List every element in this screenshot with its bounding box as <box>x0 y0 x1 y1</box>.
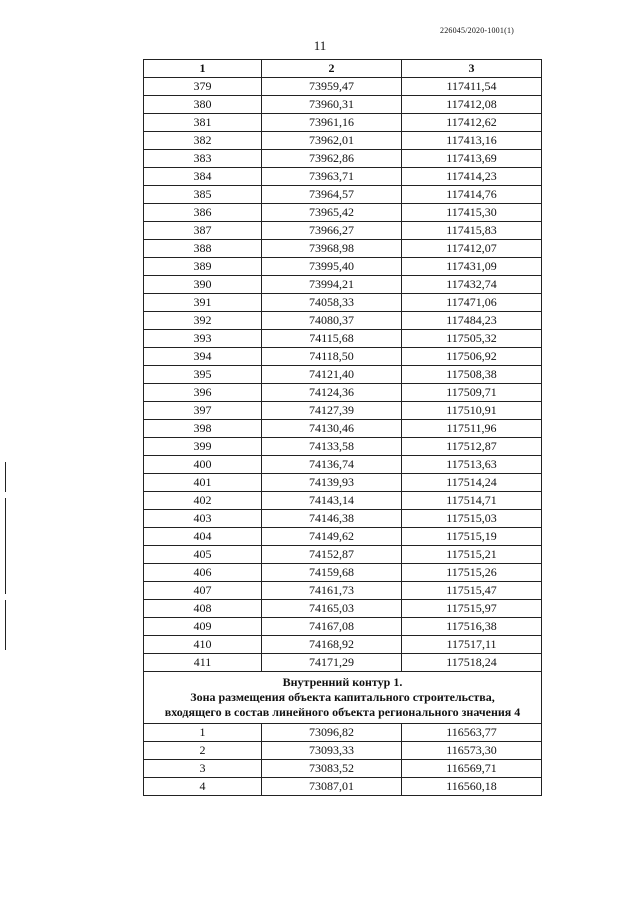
y-coordinate-cell: 117414,76 <box>402 186 542 204</box>
x-coordinate-cell: 74168,92 <box>262 636 402 654</box>
x-coordinate-cell: 74149,62 <box>262 528 402 546</box>
page-number: 11 <box>313 38 327 53</box>
x-coordinate-cell: 73960,31 <box>262 96 402 114</box>
point-number-cell: 383 <box>144 150 262 168</box>
point-number-cell: 391 <box>144 294 262 312</box>
table-row <box>144 348 542 366</box>
x-coordinate-cell: 74139,93 <box>262 474 402 492</box>
table-row <box>144 742 542 760</box>
table-row <box>144 276 542 294</box>
x-coordinate-cell: 74152,87 <box>262 546 402 564</box>
point-number-cell: 2 <box>144 742 262 760</box>
y-coordinate-cell: 117515,26 <box>402 564 542 582</box>
point-number-cell: 381 <box>144 114 262 132</box>
x-coordinate-cell: 74165,03 <box>262 600 402 618</box>
point-number-cell: 401 <box>144 474 262 492</box>
x-coordinate-cell: 73966,27 <box>262 222 402 240</box>
x-coordinate-cell: 73959,47 <box>262 78 402 96</box>
table-row <box>144 474 542 492</box>
section-header-row <box>144 672 542 724</box>
x-coordinate-cell: 73961,16 <box>262 114 402 132</box>
point-number-cell: 406 <box>144 564 262 582</box>
table-row <box>144 168 542 186</box>
point-number-cell: 409 <box>144 618 262 636</box>
y-coordinate-cell: 117515,97 <box>402 600 542 618</box>
point-number-cell: 395 <box>144 366 262 384</box>
column-header: 2 <box>262 60 402 78</box>
y-coordinate-cell: 117484,23 <box>402 312 542 330</box>
table-row <box>144 600 542 618</box>
margin-mark <box>5 498 6 594</box>
x-coordinate-cell: 74080,37 <box>262 312 402 330</box>
document-id: 226045/2020-1001(1) <box>440 26 515 35</box>
section-title <box>144 672 542 724</box>
y-coordinate-cell: 117510,91 <box>402 402 542 420</box>
point-number-cell: 392 <box>144 312 262 330</box>
x-coordinate-cell: 73962,86 <box>262 150 402 168</box>
table-header-row <box>144 60 542 78</box>
table-row <box>144 528 542 546</box>
table-row <box>144 114 542 132</box>
x-coordinate-cell: 74118,50 <box>262 348 402 366</box>
point-number-cell: 387 <box>144 222 262 240</box>
point-number-cell: 410 <box>144 636 262 654</box>
x-coordinate-cell: 74143,14 <box>262 492 402 510</box>
y-coordinate-cell: 117471,06 <box>402 294 542 312</box>
table-row <box>144 258 542 276</box>
x-coordinate-cell: 73964,57 <box>262 186 402 204</box>
point-number-cell: 411 <box>144 654 262 672</box>
point-number-cell: 389 <box>144 258 262 276</box>
x-coordinate-cell: 73962,01 <box>262 132 402 150</box>
x-coordinate-cell: 74130,46 <box>262 420 402 438</box>
table-row <box>144 492 542 510</box>
table-row <box>144 438 542 456</box>
y-coordinate-cell: 117515,21 <box>402 546 542 564</box>
table-row <box>144 402 542 420</box>
point-number-cell: 3 <box>144 760 262 778</box>
table-row <box>144 564 542 582</box>
table-row <box>144 240 542 258</box>
y-coordinate-cell: 117415,30 <box>402 204 542 222</box>
x-coordinate-cell: 74115,68 <box>262 330 402 348</box>
table-row <box>144 384 542 402</box>
x-coordinate-cell: 74058,33 <box>262 294 402 312</box>
table-row <box>144 546 542 564</box>
margin-mark <box>5 600 6 650</box>
y-coordinate-cell: 117512,87 <box>402 438 542 456</box>
x-coordinate-cell: 73083,52 <box>262 760 402 778</box>
y-coordinate-cell: 117413,16 <box>402 132 542 150</box>
table-row <box>144 312 542 330</box>
x-coordinate-cell: 74127,39 <box>262 402 402 420</box>
y-coordinate-cell: 117506,92 <box>402 348 542 366</box>
table-row <box>144 618 542 636</box>
y-coordinate-cell: 117411,54 <box>402 78 542 96</box>
section-title-line: Зона размещения объекта капитального строительства, <box>190 690 495 704</box>
point-number-cell: 393 <box>144 330 262 348</box>
x-coordinate-cell: 73994,21 <box>262 276 402 294</box>
y-coordinate-cell: 117509,71 <box>402 384 542 402</box>
y-coordinate-cell: 117412,62 <box>402 114 542 132</box>
table-row <box>144 330 542 348</box>
point-number-cell: 4 <box>144 778 262 796</box>
point-number-cell: 386 <box>144 204 262 222</box>
table-row <box>144 78 542 96</box>
y-coordinate-cell: 117414,23 <box>402 168 542 186</box>
point-number-cell: 408 <box>144 600 262 618</box>
x-coordinate-cell: 74167,08 <box>262 618 402 636</box>
y-coordinate-cell: 117514,71 <box>402 492 542 510</box>
y-coordinate-cell: 117412,08 <box>402 96 542 114</box>
y-coordinate-cell: 117514,24 <box>402 474 542 492</box>
x-coordinate-cell: 74146,38 <box>262 510 402 528</box>
x-coordinate-cell: 74121,40 <box>262 366 402 384</box>
x-coordinate-cell: 73096,82 <box>262 724 402 742</box>
point-number-cell: 398 <box>144 420 262 438</box>
y-coordinate-cell: 116569,71 <box>402 760 542 778</box>
x-coordinate-cell: 74133,58 <box>262 438 402 456</box>
point-number-cell: 380 <box>144 96 262 114</box>
x-coordinate-cell: 74159,68 <box>262 564 402 582</box>
y-coordinate-cell: 117518,24 <box>402 654 542 672</box>
point-number-cell: 400 <box>144 456 262 474</box>
x-coordinate-cell: 73963,71 <box>262 168 402 186</box>
coordinates-table <box>143 59 542 796</box>
y-coordinate-cell: 117517,11 <box>402 636 542 654</box>
table-row <box>144 654 542 672</box>
point-number-cell: 396 <box>144 384 262 402</box>
y-coordinate-cell: 117412,07 <box>402 240 542 258</box>
y-coordinate-cell: 117508,38 <box>402 366 542 384</box>
y-coordinate-cell: 117432,74 <box>402 276 542 294</box>
margin-mark <box>5 462 6 492</box>
x-coordinate-cell: 74171,29 <box>262 654 402 672</box>
table-row <box>144 204 542 222</box>
table-row <box>144 456 542 474</box>
x-coordinate-cell: 73968,98 <box>262 240 402 258</box>
column-header: 1 <box>144 60 262 78</box>
point-number-cell: 397 <box>144 402 262 420</box>
table-row <box>144 132 542 150</box>
point-number-cell: 390 <box>144 276 262 294</box>
point-number-cell: 382 <box>144 132 262 150</box>
y-coordinate-cell: 117513,63 <box>402 456 542 474</box>
column-header: 3 <box>402 60 542 78</box>
table-row <box>144 778 542 796</box>
section-title-line: Внутренний контур 1. <box>282 675 403 689</box>
y-coordinate-cell: 117413,69 <box>402 150 542 168</box>
point-number-cell: 388 <box>144 240 262 258</box>
y-coordinate-cell: 117515,19 <box>402 528 542 546</box>
table-row <box>144 294 542 312</box>
y-coordinate-cell: 117415,83 <box>402 222 542 240</box>
table-row <box>144 96 542 114</box>
x-coordinate-cell: 73965,42 <box>262 204 402 222</box>
x-coordinate-cell: 74136,74 <box>262 456 402 474</box>
x-coordinate-cell: 74124,36 <box>262 384 402 402</box>
point-number-cell: 394 <box>144 348 262 366</box>
x-coordinate-cell: 73087,01 <box>262 778 402 796</box>
point-number-cell: 399 <box>144 438 262 456</box>
y-coordinate-cell: 116563,77 <box>402 724 542 742</box>
table-row <box>144 636 542 654</box>
y-coordinate-cell: 117515,03 <box>402 510 542 528</box>
y-coordinate-cell: 117431,09 <box>402 258 542 276</box>
y-coordinate-cell: 117511,96 <box>402 420 542 438</box>
table-row <box>144 186 542 204</box>
point-number-cell: 407 <box>144 582 262 600</box>
table-row <box>144 724 542 742</box>
table-row <box>144 510 542 528</box>
y-coordinate-cell: 117516,38 <box>402 618 542 636</box>
y-coordinate-cell: 116560,18 <box>402 778 542 796</box>
point-number-cell: 404 <box>144 528 262 546</box>
y-coordinate-cell: 117505,32 <box>402 330 542 348</box>
table-row <box>144 582 542 600</box>
point-number-cell: 402 <box>144 492 262 510</box>
y-coordinate-cell: 117515,47 <box>402 582 542 600</box>
x-coordinate-cell: 73093,33 <box>262 742 402 760</box>
y-coordinate-cell: 116573,30 <box>402 742 542 760</box>
table-row <box>144 760 542 778</box>
point-number-cell: 405 <box>144 546 262 564</box>
x-coordinate-cell: 74161,73 <box>262 582 402 600</box>
table-row <box>144 366 542 384</box>
table-row <box>144 420 542 438</box>
table-row <box>144 150 542 168</box>
point-number-cell: 1 <box>144 724 262 742</box>
point-number-cell: 384 <box>144 168 262 186</box>
point-number-cell: 379 <box>144 78 262 96</box>
section-title-line: входящего в состав линейного объекта регионального значения 4 <box>164 705 521 719</box>
x-coordinate-cell: 73995,40 <box>262 258 402 276</box>
table-row <box>144 222 542 240</box>
point-number-cell: 385 <box>144 186 262 204</box>
point-number-cell: 403 <box>144 510 262 528</box>
